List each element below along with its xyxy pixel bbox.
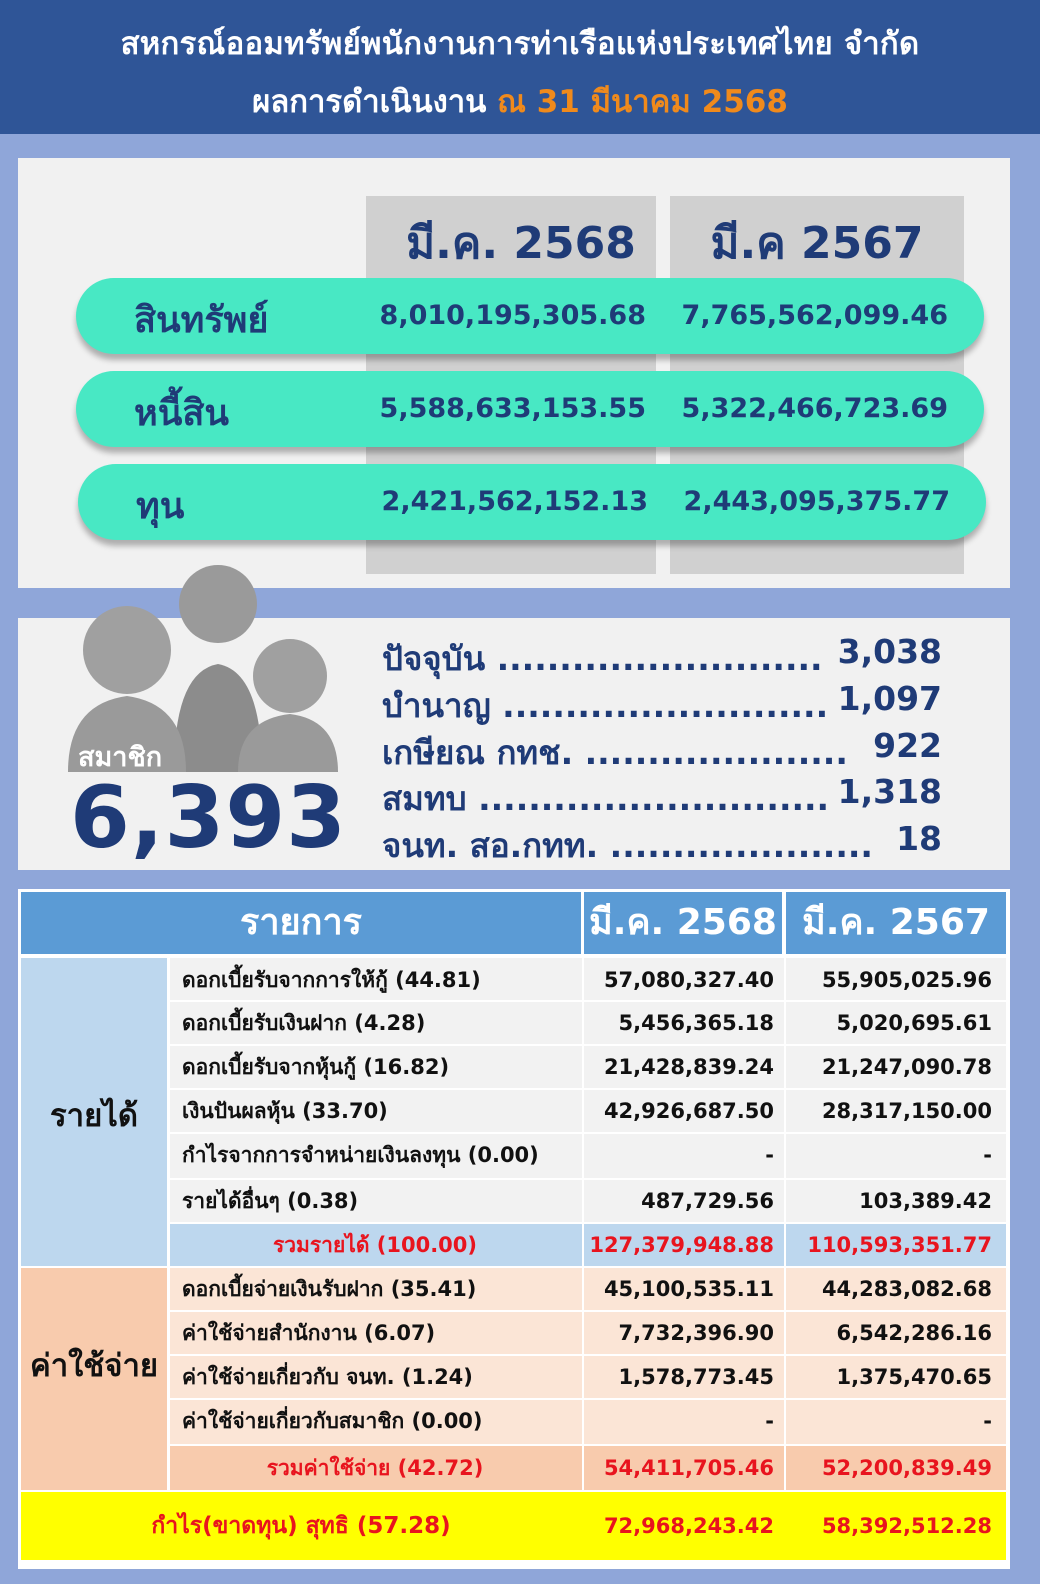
expense-value-2568: - [765, 1409, 774, 1433]
summary-value-2568: 8,010,195,305.68 [379, 300, 646, 331]
expense-value-2568: 7,732,396.90 [618, 1321, 774, 1345]
member-row-current [382, 632, 942, 678]
summary-value-2567: 7,765,562,099.46 [681, 300, 948, 331]
summary-col-2567-header: มี.ค 2567 [710, 218, 924, 269]
summary-row-liabilities [76, 371, 984, 447]
expense-total-2568: 54,411,705.46 [603, 1456, 774, 1480]
expense-value-2567: 1,375,470.65 [836, 1365, 992, 1389]
summary-row-label: หนี้สิน [134, 393, 229, 434]
income-value-2567: 21,247,090.78 [821, 1055, 992, 1079]
expense-value-2567: 6,542,286.16 [836, 1321, 992, 1345]
member-row-value: 3,038 [837, 632, 942, 671]
income-value-2567: 5,020,695.61 [836, 1011, 992, 1035]
income-value-2568: 57,080,327.40 [603, 968, 774, 992]
income-value-2567: - [983, 1143, 992, 1167]
member-row-label: จนท. สอ.กทท. ..................... [382, 826, 873, 865]
expense-item: ค่าใช้จ่ายสำนักงาน (6.07) [182, 1321, 436, 1345]
income-value-2568: - [765, 1143, 774, 1167]
member-row-label: บำนาญ .......................... [382, 686, 829, 725]
page-title: สหกรณ์ออมทรัพย์พนักงานการท่าเรือแห่งประเทศไทย จำกัด [120, 26, 920, 62]
income-value-2568: 5,456,365.18 [618, 1011, 774, 1035]
table-header-2567: มี.ค. 2567 [786, 892, 1006, 954]
member-row-label: สมทบ ............................ [382, 779, 830, 818]
expense-value-2568: 1,578,773.45 [618, 1365, 774, 1389]
member-row-staff [382, 819, 942, 865]
summary-value-2568: 5,588,633,153.55 [379, 393, 646, 424]
expense-item: ค่าใช้จ่ายเกี่ยวกับสมาชิก (0.00) [182, 1409, 483, 1433]
summary-row-label: ทุน [136, 486, 185, 527]
summary-row-assets [76, 278, 984, 354]
member-row-associate [382, 772, 942, 818]
expense-value-2567: 44,283,082.68 [821, 1277, 992, 1301]
income-item: เงินปันผลหุ้น (33.70) [182, 1099, 388, 1123]
table-header-item: รายการ [21, 892, 581, 954]
summary-row-equity [78, 464, 986, 540]
expense-total-label: รวมค่าใช้จ่าย (42.72) [266, 1456, 484, 1480]
summary-value-2567: 5,322,466,723.69 [681, 393, 948, 424]
members-total: 6,393 [70, 768, 348, 868]
expense-total-2567: 52,200,839.49 [821, 1456, 992, 1480]
income-category-label: รายได้ [50, 1098, 138, 1134]
subtitle-prefix: ผลการดำเนินงาน [252, 84, 498, 120]
income-value-2568: 21,428,839.24 [603, 1055, 774, 1079]
expense-item: ค่าใช้จ่ายเกี่ยวกับ จนท. (1.24) [182, 1365, 473, 1389]
member-row-value: 18 [896, 819, 942, 858]
expense-item: ดอกเบี้ยจ่ายเงินรับฝาก (35.41) [182, 1277, 477, 1301]
income-item: รายได้อื่นๆ (0.38) [182, 1189, 359, 1213]
expense-value-2567: - [983, 1409, 992, 1433]
summary-value-2567: 2,443,095,375.77 [683, 486, 950, 517]
income-value-2567: 28,317,150.00 [821, 1099, 992, 1123]
net-profit-2567: 58,392,512.28 [821, 1514, 992, 1538]
income-item: ดอกเบี้ยรับเงินฝาก (4.28) [182, 1011, 426, 1035]
page-subtitle [0, 76, 1040, 126]
summary-col-2568-header: มี.ค. 2568 [406, 218, 636, 269]
member-row-pension [382, 679, 942, 725]
income-total-2567: 110,593,351.77 [807, 1233, 992, 1257]
income-item: กำไรจากการจำหน่ายเงินลงทุน (0.00) [182, 1143, 539, 1167]
table-header-2568: มี.ค. 2568 [584, 892, 782, 954]
summary-row-label: สินทรัพย์ [134, 300, 269, 341]
member-row-label: เกษียณ กทช. ..................... [382, 733, 848, 772]
income-item: ดอกเบี้ยรับจากหุ้นกู้ (16.82) [182, 1055, 450, 1079]
expense-value-2568: 45,100,535.11 [603, 1277, 774, 1301]
income-value-2567: 103,389.42 [859, 1189, 992, 1213]
members-icon-label: สมาชิก [78, 742, 163, 773]
net-profit-label: กำไร(ขาดทุน) สุทธิ (57.28) [151, 1513, 451, 1539]
member-row-value: 1,097 [837, 679, 942, 718]
income-value-2568: 487,729.56 [641, 1189, 774, 1213]
member-row-retired [382, 726, 942, 772]
income-item: ดอกเบี้ยรับจากการให้กู้ (44.81) [182, 968, 481, 992]
income-value-2567: 55,905,025.96 [821, 968, 992, 992]
income-total-2568: 127,379,948.88 [589, 1233, 774, 1257]
summary-value-2568: 2,421,562,152.13 [381, 486, 648, 517]
page-header [0, 0, 1040, 134]
expense-category-label: ค่าใช้จ่าย [29, 1348, 159, 1384]
report-date: ณ 31 มีนาคม 2568 [497, 84, 788, 120]
member-row-label: ปัจจุบัน .......................... [382, 639, 823, 678]
member-row-value: 922 [873, 726, 942, 765]
net-profit-2568: 72,968,243.42 [603, 1514, 774, 1538]
income-value-2568: 42,926,687.50 [603, 1099, 774, 1123]
member-row-value: 1,318 [837, 772, 942, 811]
income-total-label: รวมรายได้ (100.00) [272, 1233, 478, 1257]
